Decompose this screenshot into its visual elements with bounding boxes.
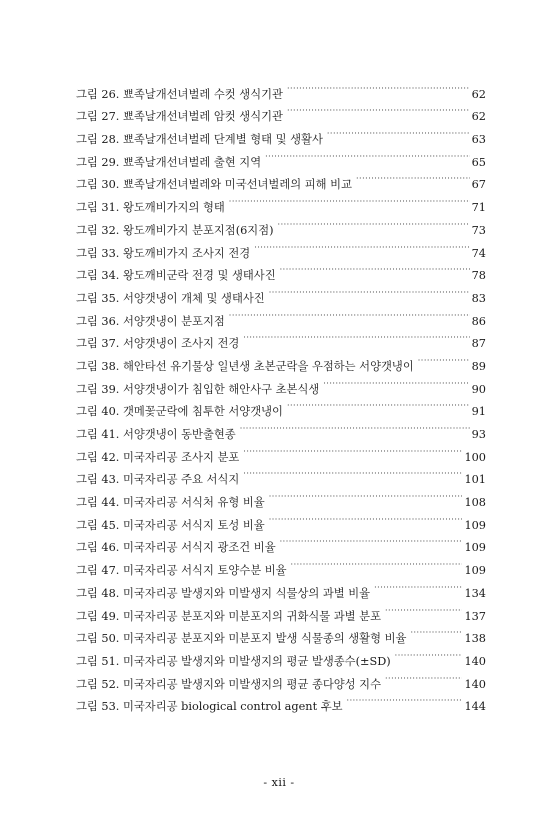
dot-leader: [280, 529, 463, 552]
toc-entry-page: 73: [471, 223, 486, 237]
dot-leader: [229, 188, 470, 211]
toc-entry-page: 109: [464, 518, 486, 532]
toc-entry-label: 그림 45. 미국자리공 서식지 토성 비율: [76, 518, 265, 532]
toc-entry-page: 109: [464, 541, 486, 555]
dot-leader: [280, 257, 470, 280]
toc-entry-label: 그림 29. 뾰족날개선녀벌레 출현 지역: [76, 155, 262, 169]
dot-leader: [291, 551, 463, 574]
figure-list: [76, 75, 486, 714]
toc-entry-label: 그림 26. 뾰족날개선녀벌레 수컷 생식기관: [76, 87, 283, 101]
toc-entry-page: 91: [471, 405, 486, 419]
toc-entry-page: 90: [471, 382, 486, 396]
toc-entry-page: 144: [464, 700, 486, 714]
toc-entry-page: 93: [471, 428, 486, 441]
toc-entry-page: 63: [471, 133, 486, 147]
toc-entry-page: 65: [471, 155, 486, 169]
toc-entry-page: 71: [471, 201, 486, 215]
toc-entry-page: 138: [464, 632, 486, 646]
toc-entry-page: 62: [471, 87, 486, 101]
page-number: - xii -: [263, 776, 295, 789]
dot-leader: [323, 370, 469, 393]
toc-entry-label: 그림 31. 왕도깨비가지의 형태: [76, 201, 225, 215]
toc-entry-label: 그림 35. 서양갯냉이 개체 및 생태사진: [76, 291, 265, 305]
toc-entry-label: 그림 39. 서양갯냉이가 침입한 해안사구 초본식생: [76, 382, 320, 396]
toc-entry: [76, 75, 486, 101]
dot-leader: [385, 665, 462, 688]
toc-entry-page: 87: [471, 337, 486, 351]
dot-leader: [269, 483, 463, 506]
toc-entry-label: 그림 52. 미국자리공 발생지와 미발생지의 평균 종다양성 지수: [76, 677, 382, 691]
toc-entry-label: 그림 44. 미국자리공 서식처 유형 비율: [76, 496, 265, 510]
toc-entry-page: 86: [471, 314, 486, 328]
toc-entry-page: 62: [471, 110, 486, 124]
toc-entry-page: 134: [464, 586, 486, 600]
toc-entry-page: 74: [471, 246, 486, 260]
toc-entry-page: 140: [464, 677, 486, 691]
toc-entry-page: 137: [464, 609, 486, 623]
toc-entry-label: 그림 34. 왕도깨비군락 전경 및 생태사진: [76, 269, 276, 283]
toc-entry-label: 그림 37. 서양갯냉이 조사지 전경: [76, 337, 240, 351]
dot-leader: [287, 98, 470, 121]
toc-entry-label: 그림 48. 미국자리공 발생지와 미발생지 식물상의 과별 비율: [76, 586, 371, 600]
toc-entry-page: 100: [464, 450, 486, 464]
toc-entry-page: 83: [471, 291, 486, 305]
toc-entry-label: 그림 38. 해안타선 유기물상 일년생 초본군락을 우점하는 서양갯냉이: [76, 359, 414, 373]
dot-leader: [254, 234, 469, 257]
dot-leader: [269, 279, 470, 302]
dot-leader: [269, 506, 463, 529]
toc-entry-label: 그림 53. 미국자리공 biological control agent 후보: [76, 700, 343, 714]
toc-entry-label: 그림 42. 미국자리공 조사지 분포: [76, 450, 240, 464]
toc-entry-label: 그림 28. 뾰족날개선녀벌레 단계별 형태 및 생활사: [76, 133, 323, 147]
toc-entry-page: 89: [471, 359, 486, 373]
toc-entry-label: 그림 30. 뾰족날개선녀벌레와 미국선녀벌레의 피해 비교: [76, 178, 353, 192]
dot-leader: [240, 415, 470, 438]
toc-entry-label: 그림 32. 왕도깨비가지 분포지점(6지점): [76, 223, 274, 237]
dot-leader: [356, 166, 470, 189]
toc-entry-page: 67: [471, 178, 486, 192]
toc-entry-page: 140: [464, 654, 486, 668]
dot-leader: [374, 574, 462, 597]
dot-leader: [229, 302, 470, 325]
toc-entry-label: 그림 46. 미국자리공 서식지 광조건 비율: [76, 541, 276, 555]
dot-leader: [243, 325, 469, 348]
dot-leader: [410, 620, 462, 643]
dot-leader: [395, 642, 463, 665]
toc-entry-label: 그림 27. 뾰족날개선녀벌레 암컷 생식기관: [76, 110, 283, 124]
toc-entry-label: 그림 40. 갯메꽃군락에 침투한 서양갯냉이: [76, 405, 283, 419]
toc-entry-label: 그림 43. 미국자리공 주요 서식지: [76, 473, 240, 487]
toc-entry-label: 그림 47. 미국자리공 서식지 토양수분 비율: [76, 564, 287, 578]
dot-leader: [265, 143, 470, 166]
toc-entry-label: 그림 36. 서양갯냉이 분포지점: [76, 314, 225, 328]
dot-leader: [287, 75, 470, 98]
toc-entry-page: 109: [464, 564, 486, 578]
dot-leader: [243, 461, 462, 484]
dot-leader: [243, 438, 462, 461]
toc-entry-label: 그림 41. 서양갯냉이 동반출현종: [76, 428, 236, 441]
toc-entry-page: 101: [464, 473, 486, 487]
toc-entry-label: 그림 51. 미국자리공 발생지와 미발생지의 평균 발생종수(±SD): [76, 654, 391, 668]
dot-leader: [347, 688, 463, 711]
dot-leader: [418, 347, 470, 370]
dot-leader: [385, 597, 462, 620]
dot-leader: [287, 393, 470, 416]
toc-entry-label: 그림 50. 미국자리공 분포지와 미분포지 발생 식물종의 생활형 비율: [76, 632, 407, 646]
toc-entry-label: 그림 33. 왕도깨비가지 조사지 전경: [76, 246, 251, 260]
toc-entry-label: 그림 49. 미국자리공 분포지와 미분포지의 귀화식물 과별 분포: [76, 609, 382, 623]
toc-entry-page: 78: [471, 269, 486, 283]
dot-leader: [327, 120, 470, 143]
toc-entry-page: 108: [464, 496, 486, 510]
dot-leader: [278, 211, 470, 234]
